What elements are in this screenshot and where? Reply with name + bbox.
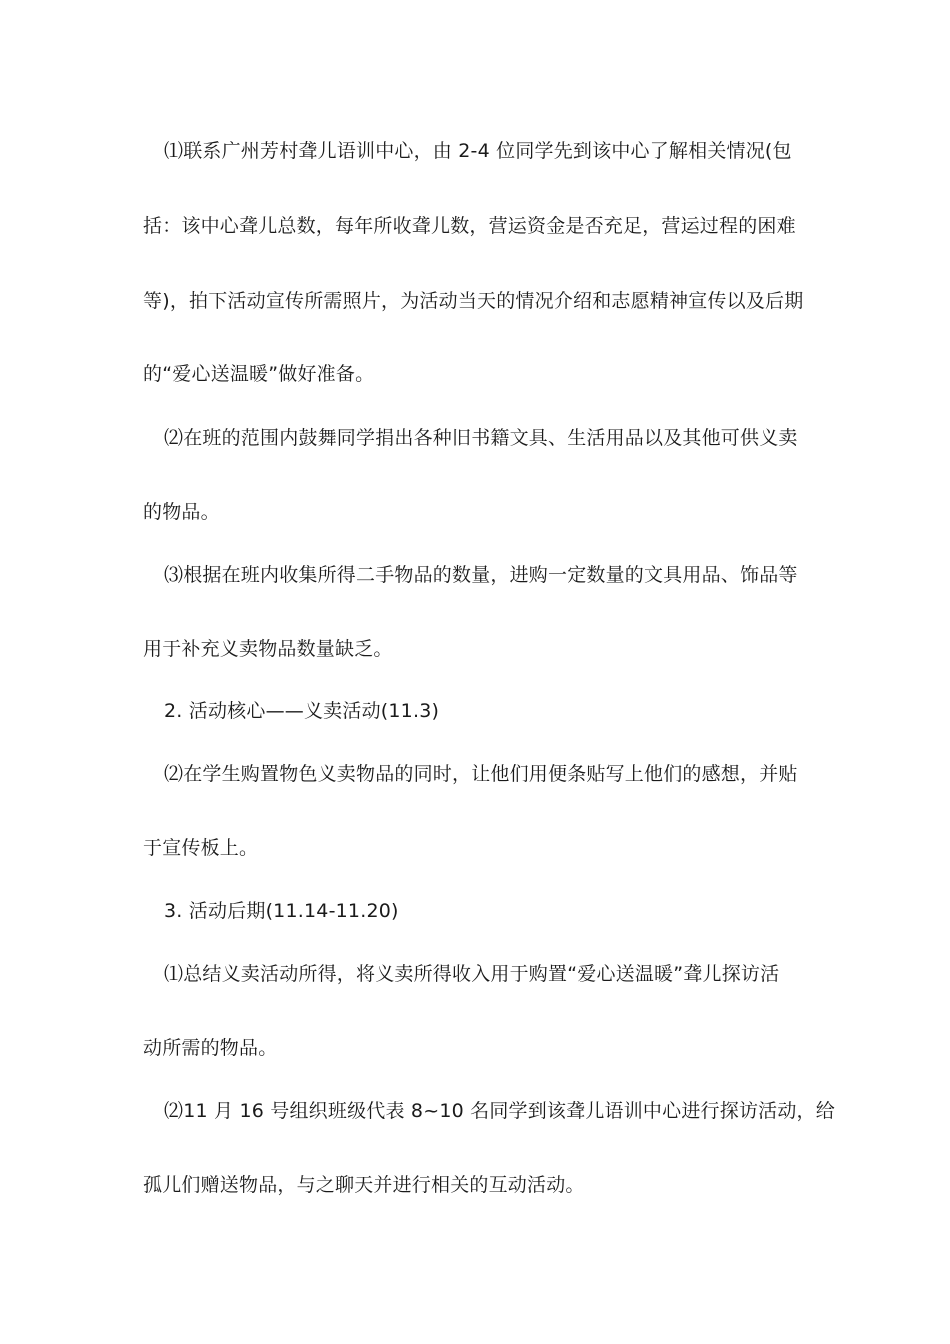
paragraph-3-line-1: ⑶根据在班内收集所得二手物品的数量，进购一定数量的文具用品、饰品等 xyxy=(164,564,798,586)
section-heading-3: 3. 活动后期(11.14-11.20) xyxy=(164,900,399,922)
paragraph-5-line-1: ⑴总结义卖活动所得，将义卖所得收入用于购置“爱心送温暖”聋儿探访活 xyxy=(164,963,780,985)
paragraph-5-line-2: 动所需的物品。 xyxy=(143,1037,278,1059)
section-heading-2: 2. 活动核心——义卖活动(11.3) xyxy=(164,700,440,722)
paragraph-2-line-1: ⑵在班的范围内鼓舞同学捐出各种旧书籍文具、生活用品以及其他可供义卖 xyxy=(164,427,798,449)
paragraph-6-line-2: 孤儿们赠送物品，与之聊天并进行相关的互动活动。 xyxy=(143,1174,585,1196)
paragraph-1-line-1: ⑴联系广州芳村聋儿语训中心，由 2-4 位同学先到该中心了解相关情况(包 xyxy=(164,140,792,162)
paragraph-1-line-4: 的“爱心送温暖”做好准备。 xyxy=(143,363,375,385)
paragraph-3-line-2: 用于补充义卖物品数量缺乏。 xyxy=(143,638,393,660)
paragraph-1-line-2: 括：该中心聋儿总数，每年所收聋儿数，营运资金是否充足，营运过程的困难 xyxy=(143,215,796,237)
paragraph-4-line-2: 于宣传板上。 xyxy=(143,837,259,859)
paragraph-2-line-2: 的物品。 xyxy=(143,501,220,523)
paragraph-4-line-1: ⑵在学生购置物色义卖物品的同时，让他们用便条贴写上他们的感想，并贴 xyxy=(164,763,798,785)
paragraph-1-line-3: 等)，拍下活动宣传所需照片，为活动当天的情况介绍和志愿精神宣传以及后期 xyxy=(143,290,804,312)
paragraph-6-line-1: ⑵11 月 16 号组织班级代表 8~10 名同学到该聋儿语训中心进行探访活动，给 xyxy=(164,1100,835,1122)
